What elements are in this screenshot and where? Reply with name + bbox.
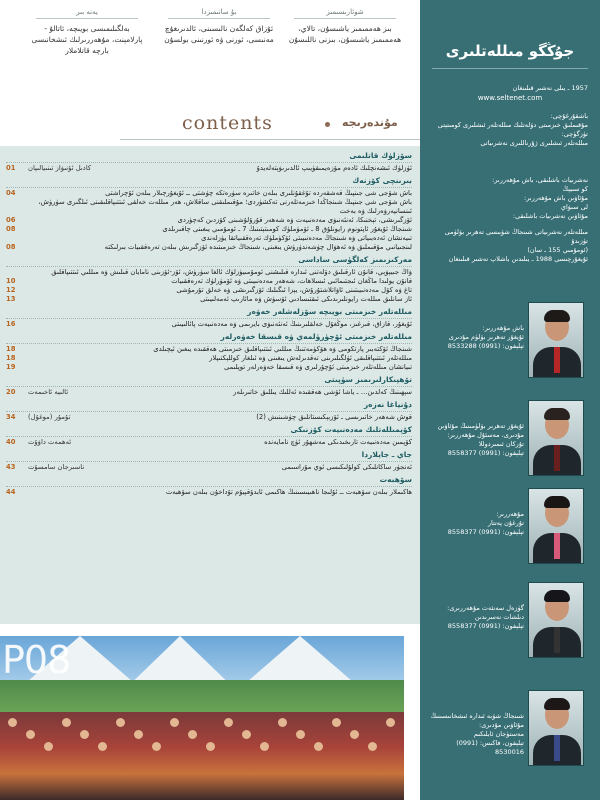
staff-member [420, 488, 600, 568]
contents-heading [120, 112, 420, 136]
publisher-staff [432, 112, 588, 148]
toc-entry-title: ئۆزگىرىشى، تېخنىكا، ئەنئەنىۋى مەدەنىيەت ۋە شەھەر قۇرۇلۇشىنى كۆزدىن كەچۈردى [177, 216, 412, 224]
photo-person-head [152, 742, 161, 751]
photo-person-head [278, 718, 287, 727]
toc-entry-title: ھاكىملار بىلەن سۆھبەت ــ ئۇلىجا ناھىيىسىنىڭ ھاكىمى ئابدۇقېيۇم تۇداخۇن بىلەن سۆھبەت [165, 488, 412, 496]
toc-entry-title: شىنجاڭ ئۆكتەبىر پارتكومى ۋە ھۆكۈمەتنىڭ مىللىي ئىتتىپاقلىق خىزمىتى ھەققىدە يىغىن ئېچىلدى [153, 345, 412, 353]
toc-entry[interactable] [6, 164, 412, 173]
toc-entry-author: كادىل ئۇنىۋاز تىنىيالىپان [28, 164, 92, 172]
toc-section [6, 255, 412, 304]
toc-entry[interactable] [6, 189, 412, 198]
staff-name: ئۇيغۇر تەھرىر بۆلۈم مۇدىرى [448, 333, 524, 341]
masthead-line: لى سىۋاي [560, 203, 588, 211]
portrait-hair [544, 310, 570, 322]
staff-portrait [528, 582, 584, 658]
staff-portrait [528, 488, 584, 564]
toc-entry[interactable] [6, 388, 412, 397]
portrait-tie [554, 533, 560, 559]
toc-section-heading: دۇنياغا نەزەر [6, 400, 412, 412]
photo-person-head [314, 742, 323, 751]
toc-entry-title: تىيەنشان ئەدەبىياتى ۋە شىنجاڭ مەدەنىيىتى ئۆكۈملۈك تەرەققىياتقا يۈزلەندى [201, 234, 412, 242]
staff-info [426, 422, 524, 458]
toc-entry-page: 08 [6, 243, 16, 251]
toc-entry-page: 43 [6, 463, 16, 471]
staff-role: شىنجاڭ شۆبە ئىدارە ئىشخانىسىنىڭ مۇئاۋىن مۇدىرى: [430, 712, 524, 729]
toc-entry-title: ئاز سانلىق مىللەت رايونلىرىدىكى ئىقتىسادىي ئۆسۈش ۋە مائارىپ ئەمەلىيىتى [200, 295, 412, 303]
staff-phone: تېلېفون، فاكىس: (0991) 8530016 [456, 739, 524, 756]
photo-person-head [260, 742, 269, 751]
toc-section [6, 425, 412, 447]
photo-person-head [62, 718, 71, 727]
toc-entry-page: 13 [6, 295, 16, 303]
staff-member [420, 690, 600, 770]
toc-section [6, 176, 412, 252]
staff-member [420, 302, 600, 382]
toc-entry-page: 16 [6, 320, 16, 328]
toc-section [6, 375, 412, 397]
toc-entry-title: لىنجىيانىي مۇقىملىق ۋە ئەھۋال چۈشەندۈرۈش يىغىنى، شىنجاڭ خىزمىتىدە ئۆزگىرىش بىلەن تەرەققىيات بىرلىكتە [104, 243, 412, 251]
toc-entry[interactable] [6, 354, 412, 363]
toc-entry-page: 18 [6, 354, 16, 362]
toc-entry-page: 04 [6, 189, 16, 197]
toc-section-heading: بىرىنچى كۆزنەك [6, 176, 412, 188]
toc-entry-title: قوش شەھەر خاتىرىسى ـ ئۆزبېكىستانلىق چۈشىنىش (2) [256, 413, 412, 421]
toc-entry-title: ئۇيغۇر، قازاق، قىرغىز، موڭغۇل خەلقلىرىنىڭ ئەنئەنىۋى بايرىمى ۋە مەدەنىيەت پائالىيىتى [171, 320, 412, 328]
staff-info [426, 604, 524, 631]
staff-role: مۇھەررىر: [496, 510, 524, 518]
masthead-line: تۈزگۈچى: [561, 130, 588, 138]
toc-section-heading: سۆھبەت [6, 475, 412, 487]
credit-block-2 [160, 8, 278, 78]
photo-person-head [206, 742, 215, 751]
toc-section [6, 475, 412, 497]
staff-phone: تېلېفون: (0991) 8558377 [447, 449, 524, 457]
staff-member [420, 582, 600, 662]
toc-entry[interactable] [6, 320, 412, 329]
toc-entry-title: باش شۆجى شى جىنپىڭ قەشقەردە تۇغقۇنلىرى بىلەن خاتىرە سۈرەتكە چۈشتى ــ ئۇيغۇرچىلار بىلەن ئۇچراشتى [105, 189, 412, 197]
staff-phone: تېلېفون: (0991) 8533288 [447, 342, 524, 350]
toc-entry-title: قانۇن يولىدا ماڭغان ئىجتىمائىي ئىسلاھات، شەھەر مەدەنىيىتى ۋە ئۆمۈرلۈك تەرەققىيات [171, 277, 412, 285]
toc-entry-page: 18 [6, 345, 16, 353]
toc-entry[interactable] [6, 286, 412, 295]
staff-portrait [528, 302, 584, 378]
toc-entry-author: ناسىرجان سامسۇت [28, 463, 85, 471]
toc-section-heading: كۆپمىللەتلىك مەدەنىيەت كۆزنىكى [6, 425, 412, 437]
masthead-line: (ئومۇمىي 155 ـ سان) [527, 246, 588, 254]
credit-body: بەلگىلىمىسى بويىچە، ئاتالۇ - پارلامېنت، مۇھەررىرلىك ئىشخانىسى بارچە قاتلاملار [31, 24, 143, 55]
toc-entry[interactable] [6, 345, 412, 354]
masthead-line: مىللەتلەر نەشرىياتى شىنجاڭ شۆبىسى تەھرىر بۆلۈمى تۈزىدۇ [444, 228, 588, 245]
toc-entry-title: ئەنجۈر ساكانلىكى كولۇلىكىسى ئوي مۇراسىمى [281, 463, 412, 471]
toc-entry[interactable] [6, 488, 412, 497]
credit-body: ئۇزاق كەلگەن نالىسىنى، ئالدىرىغۇچ مەنىسى، ئورنى ۋە ئورنىنى بولسۇن [164, 24, 274, 44]
portrait-tie [554, 445, 560, 471]
toc-section-heading: تۆھپىكارلىرىمىز سۈپىتى [6, 375, 412, 387]
toc-entry-title: ئۈزلۈك ئىشەنچلىك ئادەم مۆزەيمىقۈيىپ ئالدىرىۋېتەلەيدۇ [256, 164, 412, 172]
credit-title: يەنە بىر [36, 8, 138, 19]
toc-entry-author: تۇمۇر (موغۇل) [28, 413, 71, 421]
masthead-line: باشقۇرغۇچى: [550, 112, 588, 120]
portrait-hair [544, 496, 570, 508]
toc-section [6, 332, 412, 372]
website-text: www.seltenet.com [477, 94, 543, 102]
toc-entry[interactable] [6, 216, 412, 225]
staff-portrait [528, 400, 584, 476]
staff-info [426, 712, 524, 757]
toc-entry-title: شىنجاڭ ئۇيغۇر ئاپتونوم رايونلۇق 8 ـ ئۆمۈملۈك كومىتېتىنىڭ 7 ـ ئومۇمىي يىغىنى چاقىرىلدى [162, 225, 412, 233]
masthead-line: نەشرىيات باشلىقى، باش مۇھەررىر: [492, 176, 588, 184]
toc-entry-page: 12 [6, 286, 16, 294]
contents-title-english: contents [182, 112, 273, 134]
masthead-line: مۇقىملىق خىزمىتى دۆلەتلىك مىللەتلەر ئىشلىرى كومىتېتى [437, 121, 588, 129]
photo-person-head [242, 730, 251, 739]
portrait-tie [554, 735, 560, 761]
toc-entry-page: 34 [6, 413, 16, 421]
staff-role: گۈزەل سەنئەت مۇھەررىرى: [447, 604, 524, 612]
toc-entry-page: 40 [6, 438, 16, 446]
toc-entry-page: 19 [6, 363, 16, 371]
staff-name: مەستۈجان ئابلىكىم [473, 730, 524, 738]
toc-section-heading: مەركىزىمىز كەلگۈسى ساداسى [6, 255, 412, 267]
staff-phone: تېلېفون: (0991) 8558377 [447, 528, 524, 536]
toc-entry[interactable] [6, 268, 412, 277]
toc-section-heading: سۆزلۈك قاتلىمى [6, 151, 412, 163]
toc-entry[interactable] [6, 438, 412, 447]
toc-entry-title: مىللەتلەر ئىتتىپاقلىقى ئۈلگىلىرىنى تەقدىرلەش يىغىنى ۋە ئىلغار كوللېكتىپلار [209, 354, 412, 362]
staff-role: ئۇيغۇر تەھرىر بۆلۈمىنىڭ مۇئاۋىن مۇدىرى، مەسئۇل مۇھەررىر: [437, 422, 524, 439]
toc-section-heading: مىللەتلەر خىزمىتى ئۆچۈرۈلمەي ۋە قىسقا خەۋەرلەر [6, 332, 412, 344]
staff-role: باش مۇھەررىر: [482, 324, 524, 332]
portrait-hair [544, 408, 570, 420]
photo-person-head [26, 730, 35, 739]
toc-section [6, 450, 412, 472]
photo-person-head [368, 742, 377, 751]
toc-section-heading: مىللەتلەر خىزمىتى بويىچە سۆزلەشلەر خەۋەر [6, 307, 412, 319]
portrait-tie [554, 347, 560, 373]
founding-info: 1957 ـ يىلى نەشىر قىلىنغان [512, 84, 588, 92]
editorial-staff [432, 176, 588, 221]
toc-entry-author: ئالىيە ئاخىمەت [28, 388, 69, 396]
photo-person-head [350, 730, 359, 739]
contents-separator-dot [325, 122, 330, 127]
staff-info [426, 324, 524, 351]
photo-person-head [332, 718, 341, 727]
publication-description [432, 228, 588, 264]
credit-title: بۇ سانىمىزدا [168, 8, 270, 19]
toc-entry[interactable] [6, 463, 412, 472]
masthead-line: ئۇيغۇرچىسى 1988 ـ يىلىدىن باشلاپ نەشىر قىلىنغان [448, 255, 588, 263]
photo-person-head [8, 718, 17, 727]
masthead-line: مۇئاۋىن باش مۇھەررىر: [524, 194, 588, 202]
top-header [0, 0, 420, 92]
photo-person-head [386, 718, 395, 727]
photo-person-head [116, 718, 125, 727]
photo-person-head [170, 718, 179, 727]
credit-block-1 [286, 8, 404, 78]
credit-block-3 [28, 8, 146, 78]
toc-entry-page: 20 [6, 388, 16, 396]
toc-entry-title: باش شۆجى شى جىنپىڭ شىنجاڭدا خىزمەتلەرنى تەكشۈردى؛ مۇقىملىقنى ساقلاش، ھەر مىللەت خەلقى ئىتتىپاقلىقىنى ئىلگىرى سۈرۈش، ئىنسانپەرۋەرلىك ۋە بەخت [38, 198, 412, 215]
toc-entry[interactable] [6, 413, 412, 422]
toc-entry[interactable] [6, 234, 412, 243]
credit-title: شوئارىسىمىز [294, 8, 396, 19]
contents-title-uyghur: مۇندەرىجە [342, 116, 398, 129]
masthead-sidebar [420, 0, 600, 800]
toc-entry-title: تىيانشان مىللەتلەر خىزمىتى ئۇچۇرلىرى ۋە قىسقا خەۋەرلەر توپلىمى [224, 363, 412, 371]
credit-body: بىز ھەممىمىز ياشىسۇن، تالاي، ھەممىمىز ياشىسۇن، بىزنى ناللىسۇن [288, 24, 402, 44]
photo-person-head [224, 718, 233, 727]
table-of-contents [0, 146, 420, 624]
photo-person-head [188, 730, 197, 739]
portrait-hair [544, 698, 570, 710]
staff-phone: تېلېفون: (0991) 8558377 [447, 622, 524, 630]
toc-entry-page: 08 [6, 225, 16, 233]
toc-entry-title: تاغ ۋە كۆل مەدەنىيىتىنى ئاۋاتلاشتۇرۇش، يېزا ئىگىلىك ئۆزگىرىشى ۋە خەلق تۇرمۇشى [176, 286, 412, 294]
masthead-line: مۇئاۋىن نەشرىيات باشلىقى: [512, 212, 588, 220]
toc-entry[interactable] [6, 243, 412, 252]
staff-info [426, 510, 524, 537]
photo-person-head [296, 730, 305, 739]
photo-person-head [134, 730, 143, 739]
contents-divider [120, 139, 420, 140]
staff-name: تۇركان ئىمىردوللا [478, 440, 524, 448]
photo-person-head [80, 730, 89, 739]
toc-entry-author: ئەھمەت داۋۇت [28, 438, 72, 446]
toc-entry[interactable] [6, 277, 412, 286]
portrait-hair [544, 590, 570, 602]
photo-person-head [98, 742, 107, 751]
staff-portrait [528, 690, 584, 766]
toc-entry-title: ۋاڭ جىيېۋېي، قانۇن ئارقىلىق دۆلەتنى ئىدارە قىلىشنى ئومۇمىيۈزلۈك ئالغا سۈرۈش، ئۆز-ئۆزىنى نامايان قىلىش ۋە مىللىي ئىتتىپاقلىق [51, 268, 412, 276]
toc-section [6, 151, 412, 173]
portrait-tie [554, 627, 560, 653]
toc-section [6, 400, 412, 422]
toc-entry-page: 44 [6, 488, 16, 496]
masthead-line: كو سىيېڭ [562, 185, 588, 193]
photo-crowd [0, 712, 404, 800]
photo-person-head [44, 742, 53, 751]
masthead-divider [432, 68, 588, 69]
photo-page-label: P08 [2, 638, 71, 682]
toc-entry[interactable] [6, 198, 412, 216]
toc-entry[interactable] [6, 225, 412, 234]
masthead-line: مىللەتلەر ئىشلىرى ژۇرناللىرى نەشرىياتى [480, 139, 588, 147]
toc-entry[interactable] [6, 363, 412, 372]
magazine-title: جۇڭگو مىللەتلىرى [445, 42, 575, 60]
toc-entry-title: كۆپمىن مەدەنىيەت تارىخىدىكى مەشھۇر ئۈچ نامايەندە [264, 438, 412, 446]
toc-entry-page: 10 [6, 277, 16, 285]
toc-entry-page: 06 [6, 216, 16, 224]
toc-entry-page: 01 [6, 164, 16, 172]
staff-name: دىلشات نەسرىدىن [474, 613, 524, 621]
toc-section-heading: جاي ـ جايلاردا [6, 450, 412, 462]
toc-entry[interactable] [6, 295, 412, 304]
toc-section [6, 307, 412, 329]
toc-entry-title: سېھىنىڭ كەلدىن… ـ ياشا ئۆشى ھەققىدە ئەللىك يىللىق خاتىرىلەر [233, 388, 412, 396]
staff-name: تۇرغۇن پەتتار [487, 519, 524, 527]
staff-member [420, 400, 600, 480]
